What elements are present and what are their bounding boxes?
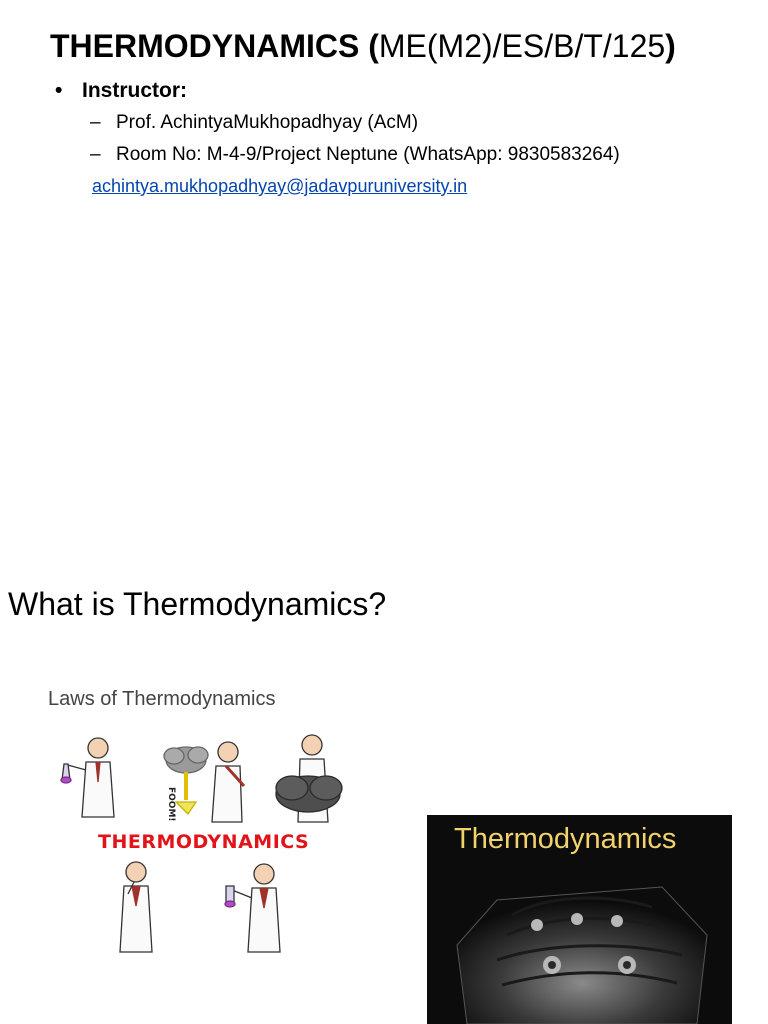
laws-of-thermodynamics-image [36,667,348,957]
scientist-figure [120,862,152,952]
room-info: Room No: M-4-9/Project Neptune (WhatsApp: 9830583264) [116,144,620,165]
dash-icon: – [90,144,101,165]
scientist-figure [61,738,114,817]
email-link[interactable]: achintya.mukhopadhyay@jadavpuruniversity.in [92,176,468,196]
instructor-name-item [90,111,418,135]
room-item [90,143,620,167]
bullet-icon: • [55,79,63,102]
instructor-label: Instructor: [82,79,187,102]
course-code: ME(M2)/ES/B/T/125 [378,28,666,64]
instructor-name: Prof. AchintyaMukhopadhyay (AcM) [116,112,419,133]
title-main: THERMODYNAMICS ( [50,28,379,64]
slide-heading: What is Thermodynamics? [8,586,387,622]
instructor-bullet [55,78,187,104]
engine-image-title: Thermodynamics [454,823,677,855]
title-close: ) [665,28,676,64]
scientist-figure [276,735,342,822]
laws-image-title: Laws of Thermodynamics [48,688,276,710]
engine-image [427,815,732,1024]
slide-title [50,26,676,66]
dash-icon: – [90,112,101,133]
scientist-figure [225,864,280,952]
thermodynamics-word-art: THERMODYNAMICS [98,831,310,853]
foom-text: FOOM! [166,787,176,822]
